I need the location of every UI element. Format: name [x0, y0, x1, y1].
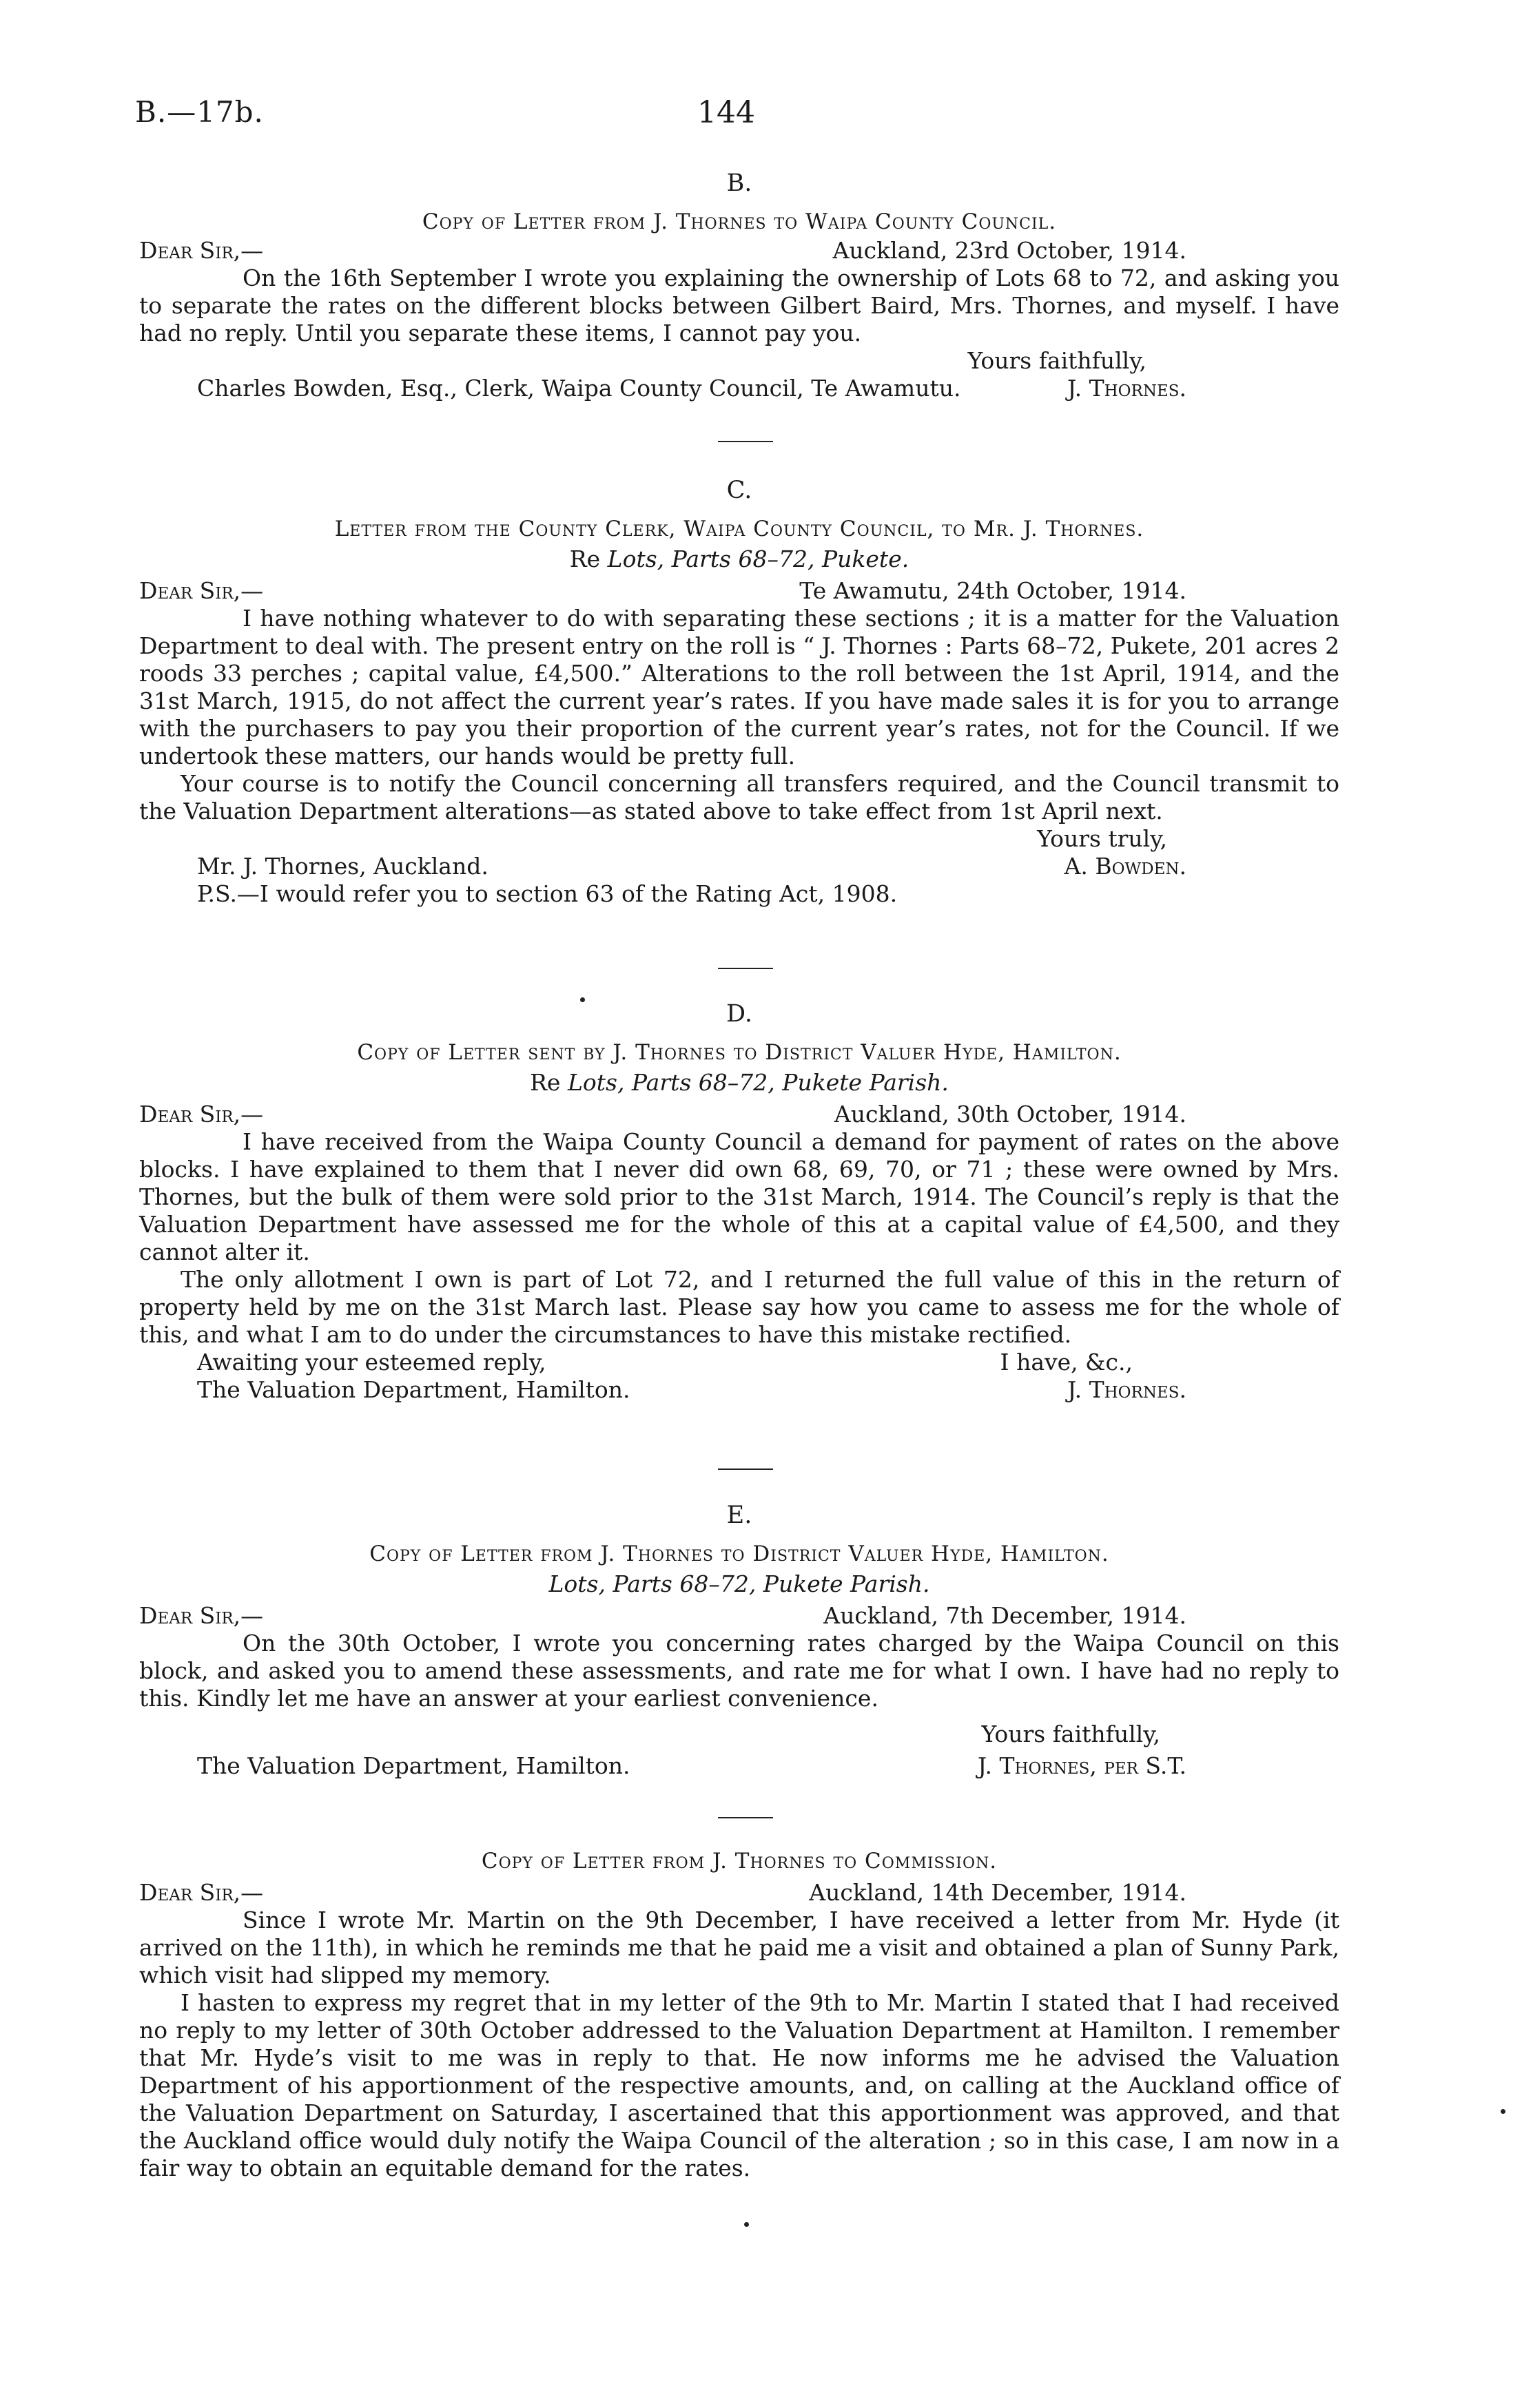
- re-subject: Lots, Parts 68–72, Pukete Parish.: [567, 1069, 949, 1096]
- section-re: [139, 544, 1339, 574]
- signature: J. Thornes, per S.T.: [977, 1752, 1186, 1779]
- letter-paragraph: The only allotment I own is part of Lot 72, and I returned the full value of this in the return of property held by me on the 31st March last. Please say how you came to assess me for the whole of this, and what I am to do under the circumstances to have this mistake rectified.: [139, 1266, 1339, 1348]
- salutation: Dear Sir,—: [139, 1879, 264, 1906]
- print-speck: [1501, 2109, 1505, 2114]
- re-subject: Lots, Parts 68–72, Pukete Parish.: [548, 1570, 930, 1597]
- addressee: The Valuation Department, Hamilton.: [197, 1376, 630, 1403]
- dateline: Te Awamutu, 24th October, 1914.: [799, 577, 1186, 604]
- letter-paragraph: On the 16th September I wrote you explaining the ownership of Lots 68 to 72, and asking you to separate the rates on the different blocks between Gilbert Baird, Mrs. Thornes, and myself. I have had no reply. Until you separate these items, I cannot pay you.: [139, 264, 1339, 346]
- addressee: Charles Bowden, Esq., Clerk, Waipa County Council, Te Awamutu.: [197, 375, 961, 402]
- section-title: Copy of Letter from J. Thornes to Commission.: [481, 1849, 998, 1874]
- section-divider: [718, 968, 773, 969]
- letter-paragraph: Since I wrote Mr. Martin on the 9th December, I have received a letter from Mr. Hyde (it arrived on the 11th), in which he reminds me that he paid me a visit and obtained a plan of Sunny Park, which visit had slipped my memory.: [139, 1907, 1339, 1989]
- section-divider: [718, 1468, 773, 1470]
- letter-paragraph: I hasten to express my regret that in my letter of the 9th to Mr. Martin I stated that I had received no reply to my letter of 30th October addressed to the Valuation Department at Hamilton. I remember that Mr. Hyde’s visit to me was in reply to that. He now informs me he advised the Valuation Department of his apportionment of the respective amounts, and, on calling at the Auckland office of the Valuation Department on Saturday, I ascertained that this apportionment was approved, and that the Auckland office would duly notify the Waipa Council of the alteration ; so in this case, I am now in a fair way to obtain an equitable demand for the rates.: [139, 1989, 1339, 2181]
- signature: J. Thornes.: [1067, 375, 1186, 402]
- print-speck: [744, 2222, 749, 2227]
- addressee: The Valuation Department, Hamilton.: [197, 1752, 630, 1779]
- section-e: [139, 1500, 1339, 1780]
- letter-paragraph: I have received from the Waipa County Council a demand for payment of rates on the above blocks. I have explained to them that I never did own 68, 69, 70, or 71 ; these were owned by Mrs. Thornes, but the bulk of them were sold prior to the 31st March, 1914. The Council’s reply is that the Valuation Department have assessed me for the whole of this at a capital value of £4,500, and they cannot alter it.: [139, 1128, 1339, 1265]
- section-re: [139, 1068, 1339, 1098]
- letter-paragraph: Your course is to notify the Council concerning all transfers required, and the Council transmit to the Valuation Department alterations—as stated above to take effect from 1st April next.: [139, 770, 1339, 824]
- section-title: Copy of Letter from J. Thornes to Waipa County Council.: [422, 209, 1057, 234]
- section-title: Letter from the County Clerk, Waipa County Council, to Mr. J. Thornes.: [334, 517, 1144, 541]
- salutation: Dear Sir,—: [139, 237, 264, 264]
- dateline: Auckland, 7th December, 1914.: [823, 1602, 1186, 1629]
- closing: Yours truly,: [1037, 825, 1167, 852]
- dateline: Auckland, 14th December, 1914.: [809, 1879, 1186, 1906]
- section-commission-letter: [139, 1846, 1339, 2182]
- section-c: [139, 475, 1339, 908]
- closing-row: [139, 1349, 1339, 1376]
- section-d: [139, 999, 1339, 1404]
- re-prefix: Re: [569, 546, 601, 572]
- section-letter: B.: [726, 169, 752, 197]
- section-title: Copy of Letter sent by J. Thornes to District Valuer Hyde, Hamilton.: [357, 1040, 1122, 1065]
- section-re: [139, 1569, 1339, 1599]
- section-letter: D.: [726, 1000, 752, 1028]
- salutation-row: [139, 577, 1339, 605]
- closing: Yours faithfully,: [967, 347, 1146, 374]
- letter-paragraph: I have nothing whatever to do with separating these sections ; it is a matter for the Valuation Department to deal with. The present entry on the roll is “ J. Thornes : Parts 68–72, Pukete, 201 acres 2 roods 33 perches ; capital value, £4,500.” Alterations to the roll between the 1st April, 1914, and the 31st March, 1915, do not affect the current year’s rates. If you have made sales it is for you to arrange with the purchasers to pay you their proportion of the current year’s rates, not for the Council. If we undertook these matters, our hands would be pretty full.: [139, 605, 1339, 769]
- section-divider: [718, 1817, 773, 1818]
- closing: Yours faithfully,: [981, 1721, 1160, 1747]
- section-title: Copy of Letter from J. Thornes to District Valuer Hyde, Hamilton.: [369, 1542, 1109, 1566]
- salutation-row: [139, 1879, 1339, 1907]
- salutation: Dear Sir,—: [139, 1101, 264, 1128]
- page-number: 144: [697, 95, 755, 130]
- signature-row: [139, 1752, 1339, 1780]
- addressee: Mr. J. Thornes, Auckland.: [197, 853, 489, 880]
- salutation: Dear Sir,—: [139, 1602, 264, 1629]
- salutation-row: [139, 237, 1339, 264]
- signature-row: [139, 1376, 1339, 1404]
- re-prefix: Re: [530, 1069, 561, 1096]
- salutation: Dear Sir,—: [139, 577, 264, 604]
- salutation-row: [139, 1602, 1339, 1630]
- signature: A. Bowden.: [1064, 853, 1186, 880]
- re-subject: Lots, Parts 68–72, Pukete.: [607, 546, 909, 572]
- closing-left: Awaiting your esteemed reply,: [197, 1349, 546, 1376]
- postscript: P.S.—I would refer you to section 63 of the Rating Act, 1908.: [197, 880, 898, 907]
- section-b: [139, 168, 1339, 402]
- signature-row: [139, 375, 1339, 402]
- report-reference: B.—17b.: [135, 95, 264, 129]
- closing: I have, &c.,: [1000, 1349, 1133, 1376]
- section-letter: C.: [726, 477, 752, 504]
- signature-row: [139, 853, 1339, 880]
- section-letter: E.: [726, 1502, 752, 1529]
- signature: J. Thornes.: [1067, 1376, 1186, 1403]
- dateline: Auckland, 30th October, 1914.: [834, 1101, 1186, 1128]
- letter-paragraph: On the 30th October, I wrote you concerning rates charged by the Waipa Council on this block, and asked you to amend these assessments, and rate me for what I own. I have had no reply to this. Kindly let me have an answer at your earliest convenience.: [139, 1630, 1339, 1712]
- dateline: Auckland, 23rd October, 1914.: [832, 237, 1186, 264]
- salutation-row: [139, 1101, 1339, 1128]
- section-divider: [718, 441, 773, 442]
